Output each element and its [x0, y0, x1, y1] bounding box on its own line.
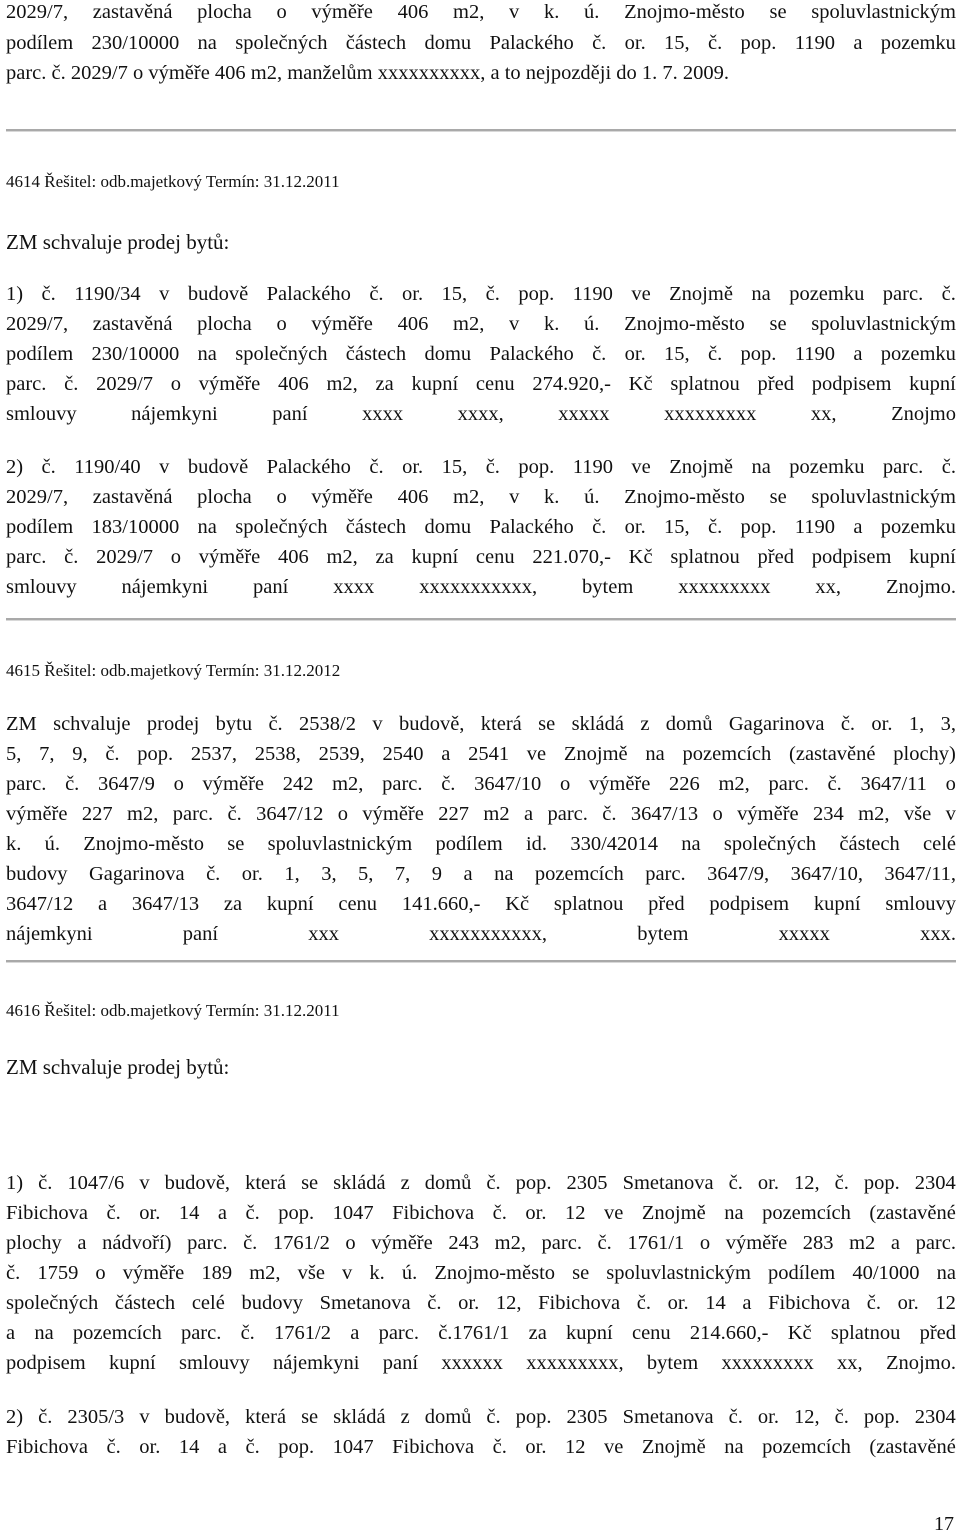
text-line: podílem 183/10000 na společných částech domu Palackého č. or. 15, č. pop. 1190 a pozemku: [6, 516, 956, 538]
resolution-title: ZM schvaluje prodej bytů:: [6, 230, 230, 254]
resolution-body: [6, 709, 956, 949]
text-line: 1) č. 1190/34 v budově Palackého č. or. 15, č. pop. 1190 ve Znojmě na pozemku parc. č.: [6, 283, 956, 305]
text-line: plochy a nádvoří) parc. č. 1761/2 o výměře 243 m2, parc. č. 1761/1 o výměře 283 m2 a parc.: [6, 1232, 956, 1254]
section-divider: [6, 618, 956, 621]
text-line: parc. č. 2029/7 o výměře 406 m2, za kupní cenu 221.070,- Kč splatnou před podpisem kupní: [6, 546, 956, 568]
list-item: [6, 1402, 956, 1462]
text-line: nájemkyni paní xxx xxxxxxxxxxx, bytem xxxxx xxx.: [6, 923, 956, 945]
list-item: [6, 1168, 956, 1378]
text-line: ZM schvaluje prodej bytu č. 2538/2 v budově, která se skládá z domů Gagarinova č. or. 1, 3,: [6, 713, 956, 735]
text-line: 2029/7, zastavěná plocha o výměře 406 m2, v k. ú. Znojmo-město se spoluvlastnickým: [6, 486, 956, 508]
continuation-paragraph: [6, 0, 956, 88]
section-divider: [6, 129, 956, 132]
page-number: 17: [934, 1513, 954, 1535]
text-line: 1) č. 1047/6 v budově, která se skládá z domů č. pop. 2305 Smetanova č. or. 12, č. pop. 2304: [6, 1172, 956, 1194]
text-line: 3647/12 a 3647/13 za kupní cenu 141.660,- Kč splatnou před podpisem kupní smlouvy: [6, 893, 956, 915]
list-item: [6, 452, 956, 602]
text-line: budovy Gagarinova č. or. 1, 3, 5, 7, 9 a na pozemcích parc. 3647/9, 3647/10, 3647/11,: [6, 863, 956, 885]
text-line: parc. č. 2029/7 o výměře 406 m2, manželům xxxxxxxxxx, a to nejpozději do 1. 7. 2009.: [6, 62, 730, 84]
text-line: parc. č. 2029/7 o výměře 406 m2, za kupní cenu 274.920,- Kč splatnou před podpisem kupní: [6, 373, 956, 395]
resolution-header: 4616 Řešitel: odb.majetkový Termín: 31.12.2011: [6, 1001, 340, 1020]
text-line: podílem 230/10000 na společných částech domu Palackého č. or. 15, č. pop. 1190 a pozemku: [6, 343, 956, 365]
section-divider: [6, 960, 956, 963]
text-line: smlouvy nájemkyni paní xxxx xxxx, xxxxx xxxxxxxxx xx, Znojmo: [6, 403, 956, 425]
text-line: podílem 230/10000 na společných částech domu Palackého č. or. 15, č. pop. 1190 a pozemku: [6, 32, 956, 54]
text-line: 2) č. 1190/40 v budově Palackého č. or. 15, č. pop. 1190 ve Znojmě na pozemku parc. č.: [6, 456, 956, 478]
text-line: smlouvy nájemkyni paní xxxx xxxxxxxxxxx, bytem xxxxxxxxx xx, Znojmo.: [6, 576, 956, 598]
document-page: [6, 0, 956, 1535]
text-line: společných částech celé budovy Smetanova č. or. 12, Fibichova č. or. 14 a Fibichova č. or. 12: [6, 1292, 956, 1314]
resolution-header: 4615 Řešitel: odb.majetkový Termín: 31.12.2012: [6, 661, 341, 680]
text-line: k. ú. Znojmo-město se spoluvlastnickým podílem id. 330/42014 na společných částech celé: [6, 833, 956, 855]
text-line: parc. č. 3647/9 o výměře 242 m2, parc. č. 3647/10 o výměře 226 m2, parc. č. 3647/11 o: [6, 773, 956, 795]
list-item: [6, 279, 956, 429]
text-line: 2) č. 2305/3 v budově, která se skládá z domů č. pop. 2305 Smetanova č. or. 12, č. pop. 2304: [6, 1406, 956, 1428]
resolution-title: ZM schvaluje prodej bytů:: [6, 1055, 230, 1079]
text-line: 5, 7, 9, č. pop. 2537, 2538, 2539, 2540 a 2541 ve Znojmě na pozemcích (zastavěné plochy): [6, 743, 956, 765]
text-line: Fibichova č. or. 14 a č. pop. 1047 Fibichova č. or. 12 ve Znojmě na pozemcích (zastavěné: [6, 1436, 956, 1458]
text-line: a na pozemcích parc. č. 1761/2 a parc. č.1761/1 za kupní cenu 214.660,- Kč splatnou před: [6, 1322, 956, 1344]
text-line: podpisem kupní smlouvy nájemkyni paní xxxxxx xxxxxxxxx, bytem xxxxxxxxx xx, Znojmo.: [6, 1352, 956, 1374]
text-line: Fibichova č. or. 14 a č. pop. 1047 Fibichova č. or. 12 ve Znojmě na pozemcích (zastavěné: [6, 1202, 956, 1224]
text-line: č. 1759 o výměře 189 m2, vše v k. ú. Znojmo-město se spoluvlastnickým podílem 40/1000 na: [6, 1262, 956, 1284]
resolution-header: 4614 Řešitel: odb.majetkový Termín: 31.12.2011: [6, 172, 340, 191]
text-line: 2029/7, zastavěná plocha o výměře 406 m2, v k. ú. Znojmo-město se spoluvlastnickým: [6, 313, 956, 335]
text-line: 2029/7, zastavěná plocha o výměře 406 m2, v k. ú. Znojmo-město se spoluvlastnickým: [6, 1, 956, 23]
text-line: výměře 227 m2, parc. č. 3647/12 o výměře 227 m2 a parc. č. 3647/13 o výměře 234 m2, vše v: [6, 803, 956, 825]
